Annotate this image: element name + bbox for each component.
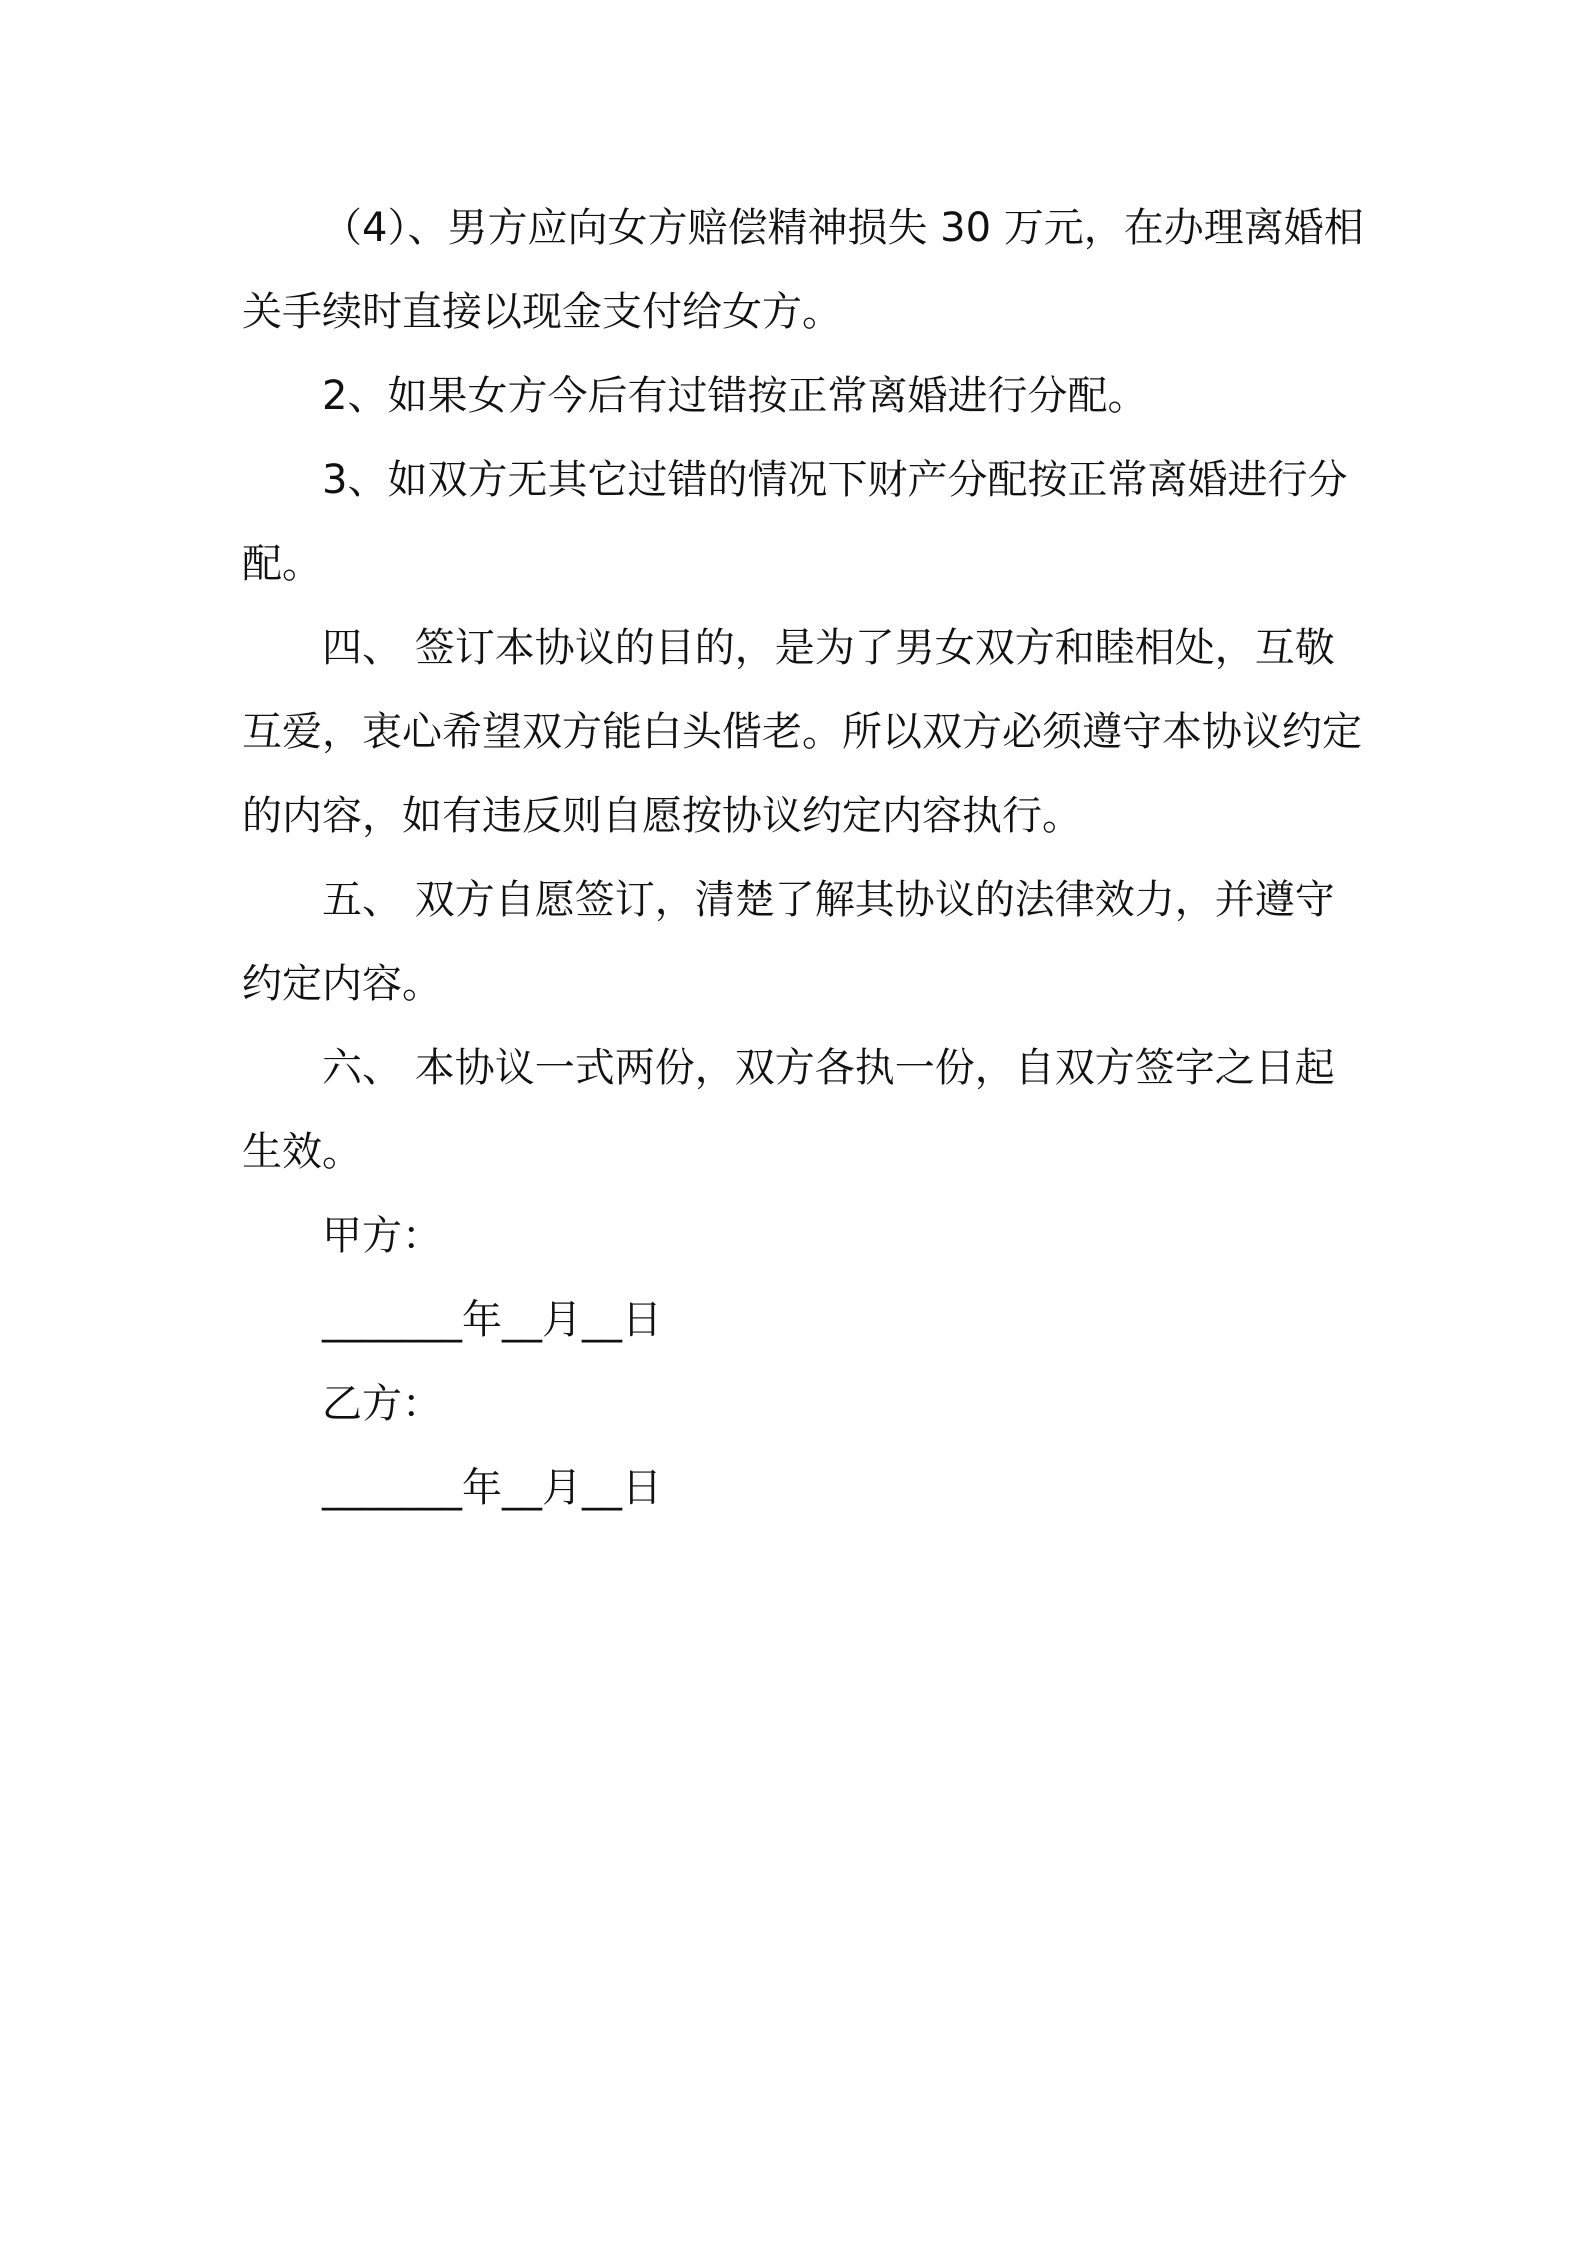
paragraph-2-line-1: 2、如果女方今后有过错按正常离婚进行分配。 [322,373,1148,419]
paragraph-3-line-1: 3、如双方无其它过错的情况下财产分配按正常离婚进行分 [322,457,1348,503]
party-a-date-line: _______年__月__日 [322,1297,662,1343]
party-b-date-line: _______年__月__日 [322,1465,662,1511]
party-a-label: 甲方： [322,1213,442,1259]
section-4-line-3: 的内容，如有违反则自愿按协议约定内容执行。 [242,793,1082,839]
party-b-label: 乙方： [322,1381,442,1427]
section-5-line-2: 约定内容。 [242,961,442,1007]
section-6-line-1: 六、 本协议一式两份，双方各执一份，自双方签字之日起 [322,1045,1335,1091]
section-5-line-1: 五、 双方自愿签订，清楚了解其协议的法律效力，并遵守 [322,877,1335,923]
section-4-line-1: 四、 签订本协议的目的，是为了男女双方和睦相处，互敬 [322,625,1335,671]
paragraph-4-compensation-line-1: （4）、男方应向女方赔偿精神损失 30 万元，在办理离婚相 [322,205,1364,251]
section-4-line-2: 互爱，衷心希望双方能白头偕老。所以双方必须遵守本协议约定 [242,709,1362,755]
paragraph-3-line-2: 配。 [242,541,322,587]
paragraph-4-compensation-line-2: 关手续时直接以现金支付给女方。 [242,289,842,335]
section-6-line-2: 生效。 [242,1129,362,1175]
